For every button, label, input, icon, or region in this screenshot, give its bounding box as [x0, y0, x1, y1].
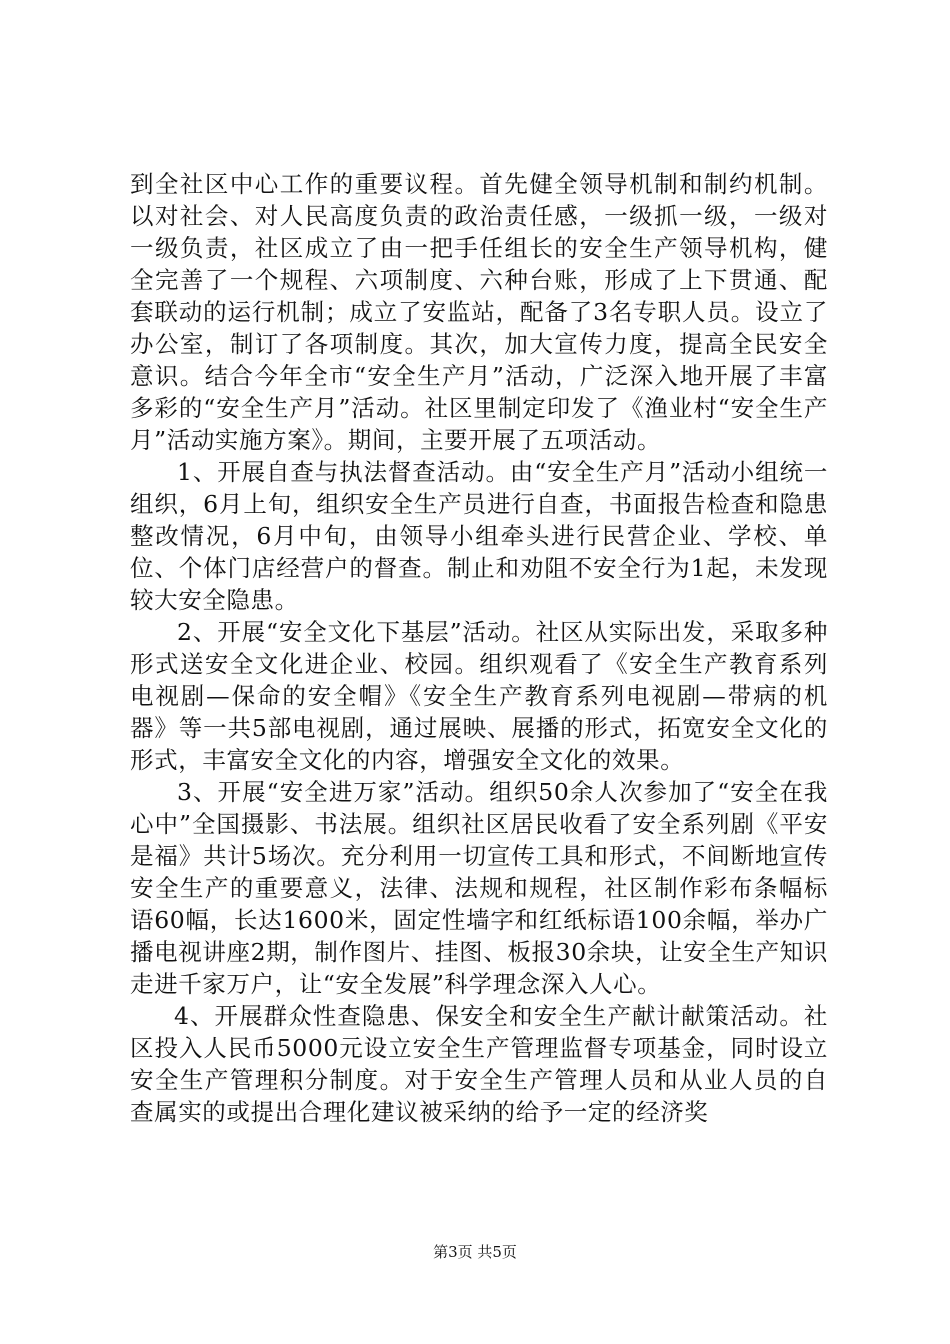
- document-body: [130, 168, 828, 1128]
- body-paragraph-4: 3、开展“安全进万家”活动。组织50余人次参加了“安全在我心中”全国摄影、书法展。组织社区居民收看了安全系列剧《平安是福》共计5场次。充分利用一切宣传工具和形式，不间断地宣传安全生产的重要意义，法律、法规和规程，社区制作彩布条幅标语60幅，长达1600米，固定性墙字和红纸标语100余幅，举办广播电视讲座2期，制作图片、挂图、板报30余块，让安全生产知识走进千家万户，让“安全发展”科学理念深入人心。: [130, 778, 828, 998]
- body-paragraph-3: 2、开展“安全文化下基层”活动。社区从实际出发，采取多种形式送安全文化进企业、校园。组织观看了《安全生产教育系列电视剧—保命的安全帽》《安全生产教育系列电视剧—带病的机器》等一共5部电视剧，通过展映、展播的形式，拓宽安全文化的形式，丰富安全文化的内容，增强安全文化的效果。: [130, 618, 828, 774]
- body-paragraph-1: 到全社区中心工作的重要议程。首先健全领导机制和制约机制。以对社会、对人民高度负责的政治责任感，一级抓一级，一级对一级负责，社区成立了由一把手任组长的安全生产领导机构，健全完善了一个规程、六项制度、六种台账，形成了上下贯通、配套联动的运行机制；成立了安监站，配备了3名专职人员。设立了办公室，制订了各项制度。其次，加大宣传力度，提高全民安全意识。结合今年全市“安全生产月”活动，广泛深入地开展了丰富多彩的“安全生产月”活动。社区里制定印发了《渔业村“安全生产月”活动实施方案》。期间，主要开展了五项活动。: [130, 170, 828, 454]
- page-number-footer: 第3页 共5页: [433, 1243, 517, 1261]
- body-paragraph-2: 1、开展自查与执法督查活动。由“安全生产月”活动小组统一组织，6月上旬，组织安全生产员进行自查，书面报告检查和隐患整改情况，6月中旬，由领导小组牵头进行民营企业、学校、单位、个体门店经营户的督查。制止和劝阻不安全行为1起，未发现较大安全隐患。: [130, 458, 828, 614]
- body-paragraph-5: 4、开展群众性查隐患、保安全和安全生产献计献策活动。社区投入人民币5000元设立安全生产管理监督专项基金，同时设立安全生产管理积分制度。对于安全生产管理人员和从业人员的自查属实的或提出合理化建议被采纳的给予一定的经济奖: [130, 1002, 828, 1126]
